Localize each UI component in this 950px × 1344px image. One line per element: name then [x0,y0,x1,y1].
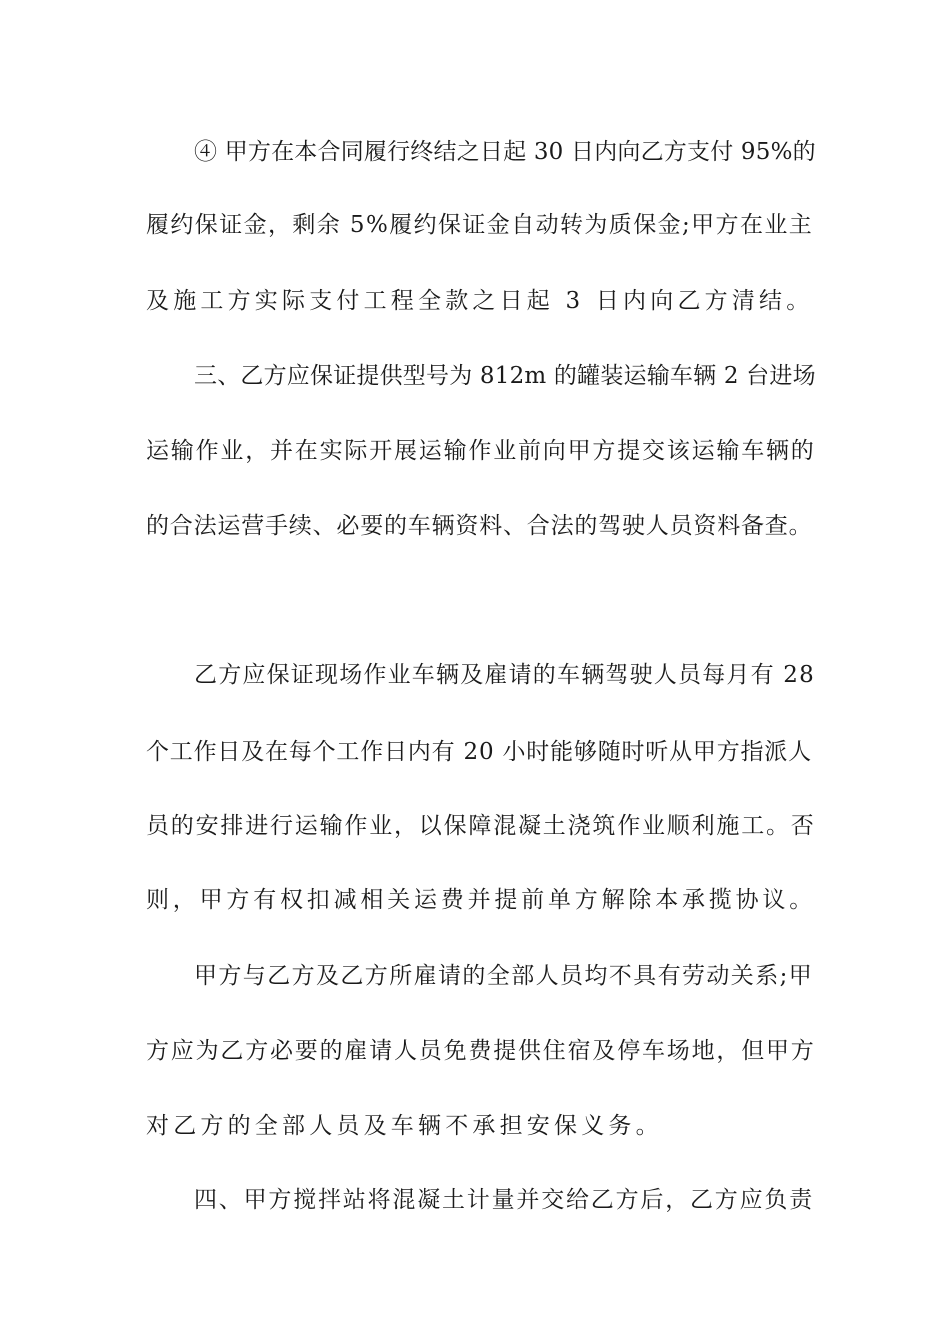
paragraph-line: 的合法运营手续、必要的车辆资料、合法的驾驶人员资料备查。 [146,513,813,539]
paragraph-line: 三、乙方应保证提供型号为 812m 的罐装运输车辆 2 台进场 [194,363,816,389]
paragraph-line: 对乙方的全部人员及车辆不承担安保义务。 [146,1113,663,1139]
paragraph-line: 及施工方实际支付工程全款之日起 3 日内向乙方清结。 [146,288,814,314]
paragraph-line: 个工作日及在每个工作日内有 20 小时能够随时听从甲方指派人 [146,739,812,765]
paragraph-line: 乙方应保证现场作业车辆及雇请的车辆驾驶人员每月有 28 [194,662,815,688]
paragraph-line: 运输作业，并在实际开展运输作业前向甲方提交该运输车辆的 [146,438,816,464]
paragraph-line: 员的安排进行运输作业，以保障混凝土浇筑作业顺利施工。否 [146,813,816,839]
paragraph-line: 履约保证金，剩余 5%履约保证金自动转为质保金;甲方在业主 [146,212,814,238]
paragraph-line: 则，甲方有权扣减相关运费并提前单方解除本承揽协议。 [146,887,816,913]
paragraph-line: 方应为乙方必要的雇请人员免费提供住宿及停车场地，但甲方 [146,1038,816,1064]
paragraph-line: 甲方与乙方及乙方所雇请的全部人员均不具有劳动关系;甲 [194,963,814,989]
paragraph-line: ④ 甲方在本合同履行终结之日起 30 日内向乙方支付 95%的 [194,139,816,165]
paragraph-line: 四、甲方搅拌站将混凝土计量并交给乙方后，乙方应负责 [194,1187,814,1213]
